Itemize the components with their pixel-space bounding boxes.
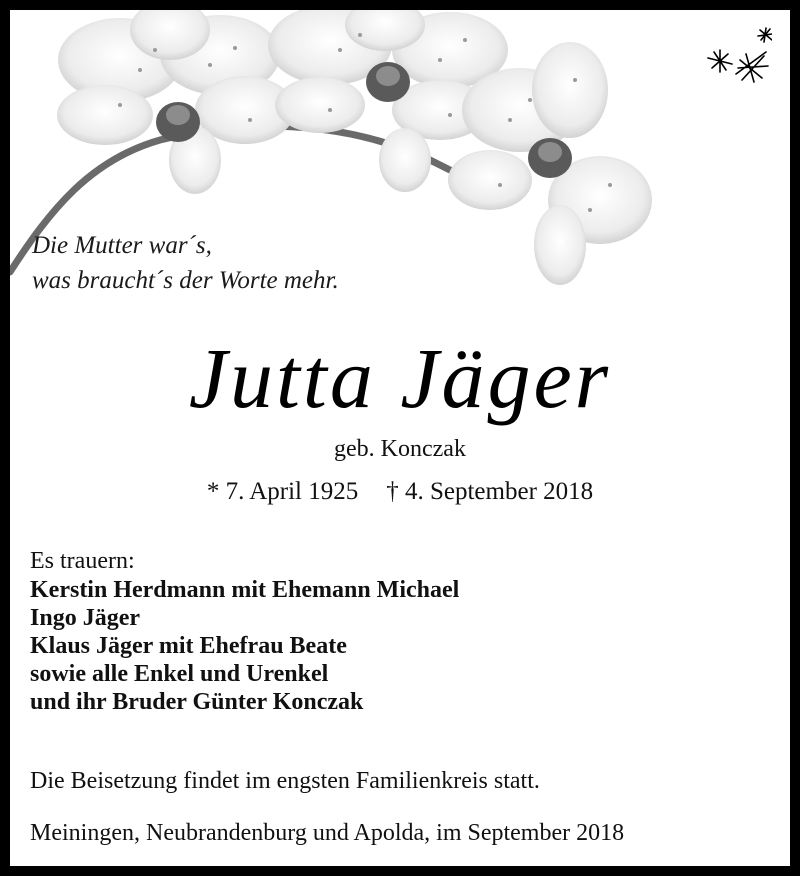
birth-date: * 7. April 1925 — [206, 478, 359, 505]
mourner-entry: Klaus Jäger mit Ehefrau Beate — [30, 633, 347, 659]
motto-line: Die Mutter war´s, — [32, 232, 212, 259]
motto-line: was braucht´s der Worte mehr. — [32, 267, 339, 294]
deceased-name: Jutta Jäger — [188, 330, 612, 426]
mourner-entry: und ihr Bruder Günter Konczak — [30, 689, 364, 715]
motto-quote — [32, 228, 339, 298]
mourners-intro: Es trauern: — [30, 548, 135, 574]
death-date: † 4. September 2018 — [386, 478, 594, 505]
funeral-note: Die Beisetzung findet im engsten Familienkreis statt. — [30, 768, 540, 794]
mourner-entry: Kerstin Herdmann mit Ehemann Michael — [30, 577, 460, 603]
mourner-entry: Ingo Jäger — [30, 605, 140, 631]
birth-name: geb. Konczak — [334, 436, 466, 462]
mourner-entry: sowie alle Enkel und Urenkel — [30, 661, 329, 687]
orchid-flower — [57, 10, 295, 194]
mourners-list — [30, 576, 459, 716]
ornament-icon — [702, 24, 772, 94]
place-and-date: Meiningen, Neubrandenburg und Apolda, im September 2018 — [30, 820, 625, 846]
life-dates — [10, 478, 790, 506]
